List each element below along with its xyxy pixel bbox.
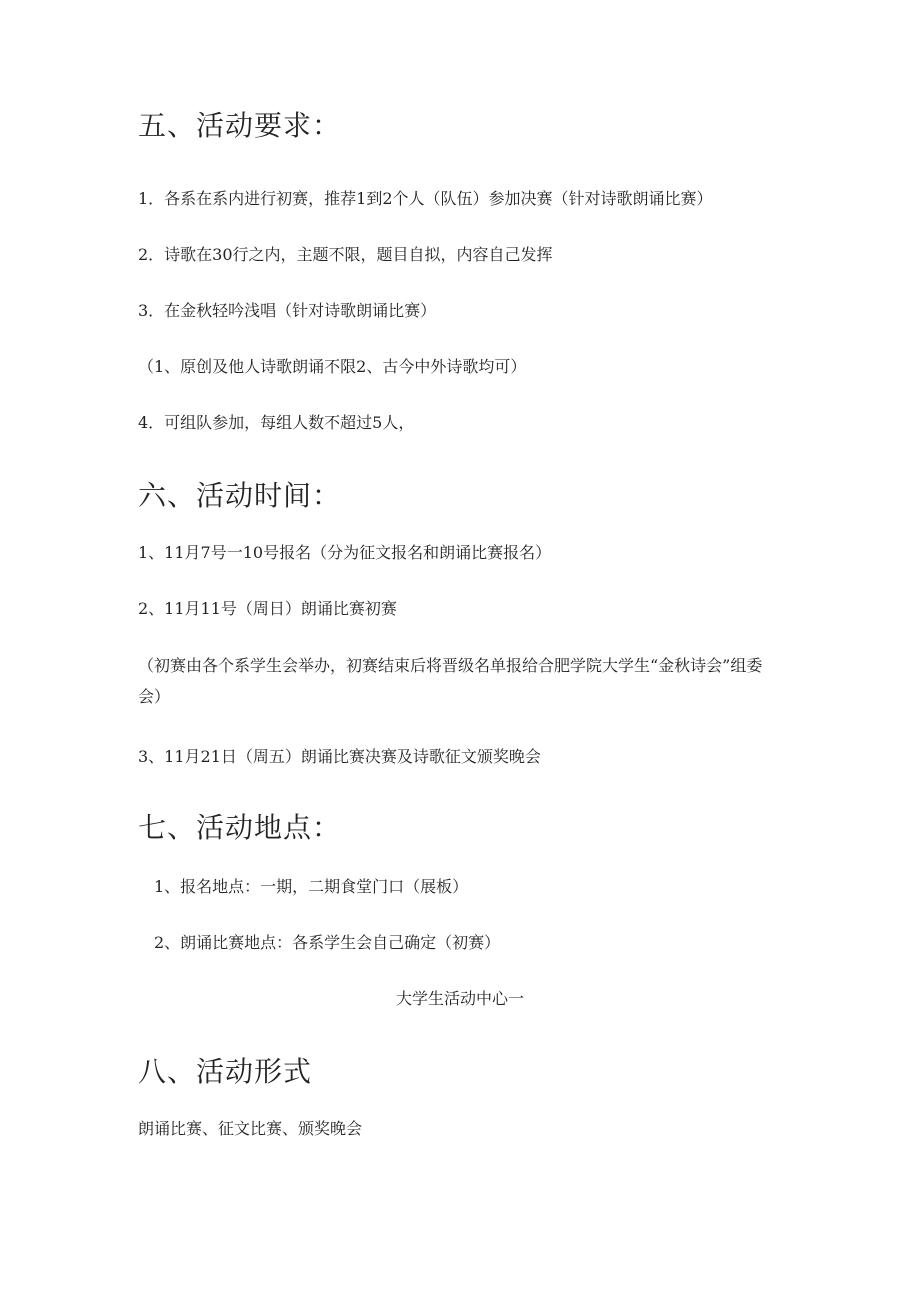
location-item-3: 大学生活动中心一	[395, 989, 524, 1008]
time-item-2: 2、11月11号（周日）朗诵比赛初赛	[138, 599, 397, 618]
requirement-item-2: 2．诗歌在30行之内，主题不限，题目自拟，内容自己发挥	[138, 245, 553, 264]
location-item-1: 1、报名地点：一期，二期食堂门口（展板）	[154, 877, 469, 896]
requirement-item-1: 1．各系在系内进行初赛，推荐1到2个人（队伍）参加决赛（针对诗歌朗诵比赛）	[138, 189, 713, 208]
section-heading-time: 六、活动时间：	[138, 479, 342, 512]
format-item: 朗诵比赛、征文比赛、颁奖晚会	[138, 1119, 363, 1138]
requirement-item-4: 4．可组队参加，每组人数不超过5人，	[138, 413, 415, 432]
section-heading-location: 七、活动地点：	[138, 811, 342, 844]
time-item-3: 3、11月21日（周五）朗诵比赛决赛及诗歌征文颁奖晚会	[138, 747, 541, 766]
location-item-2: 2、朗诵比赛地点：各系学生会自己确定（初赛）	[154, 933, 501, 952]
requirement-item-3: 3．在金秋轻吟浅唱（针对诗歌朗诵比赛）	[138, 301, 437, 320]
section-heading-format: 八、活动形式	[138, 1055, 313, 1088]
time-item-1: 1、11月7号一10号报名（分为征文报名和朗诵比赛报名）	[138, 543, 552, 562]
requirement-note: （1、原创及他人诗歌朗诵不限2、古今中外诗歌均可）	[138, 357, 527, 376]
section-heading-requirements: 五、活动要求：	[138, 109, 342, 142]
time-note: （初赛由各个系学生会举办，初赛结束后将晋级名单报给合肥学院大学生“金秋诗会”组委会）	[138, 656, 763, 706]
